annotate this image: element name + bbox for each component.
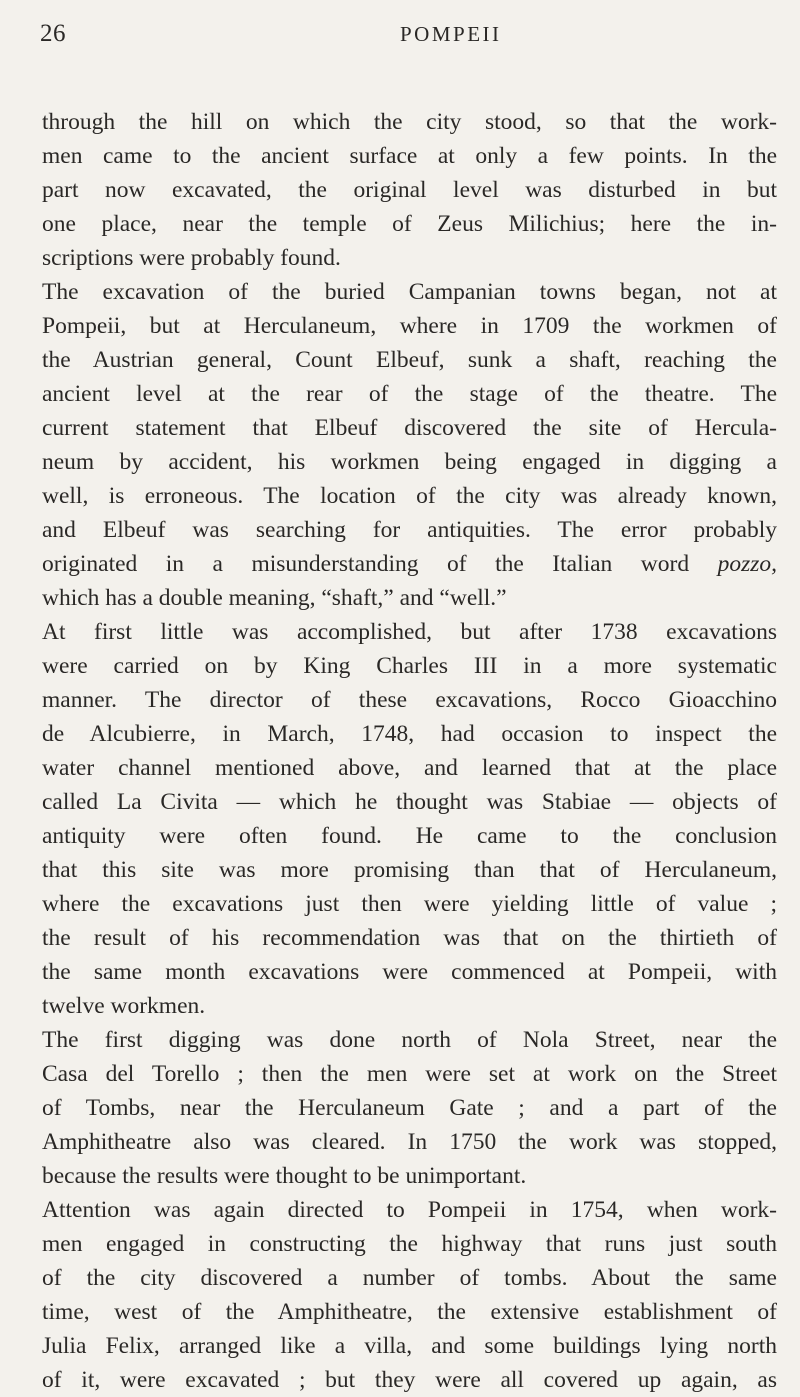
text-line-content: men came to the ancient surface at only a few points. In the [42,143,777,169]
text-line-content: the same month excavations were commenced at Pompeii, with [42,959,777,985]
text-line-content: The excavation of the buried Campanian towns began, not at [42,279,777,305]
text-line [42,615,777,649]
text-line-content: de Alcubierre, in March, 1748, had occasion to inspect the [42,721,777,747]
text-line-content: the result of his recommendation was that on the thirtieth of [42,925,777,951]
text-line [42,275,777,309]
text-line-content: called La Civita — which he thought was Stabiae — objects of [42,789,777,815]
text-line-content: current statement that Elbeuf discovered the site of Hercula- [42,415,777,441]
text-line-content: of Tombs, near the Herculaneum Gate ; and a part of the [42,1095,777,1121]
text-line-content: the Austrian general, Count Elbeuf, sunk a shaft, reaching the [42,347,777,373]
text-line [42,717,777,751]
text-line-content: At first little was accomplished, but after 1738 excavations [42,619,777,645]
text-line [42,1091,777,1125]
text-line-content: which has a double meaning, “shaft,” and “well.” [42,585,507,611]
text-line-content: well, is erroneous. The location of the city was already known, [42,483,777,509]
text-line [42,105,777,139]
running-head: POMPEII [400,22,502,46]
text-line [42,1261,777,1295]
text-line-content: Casa del Torello ; then the men were set at work on the Street [42,1061,777,1087]
text-line [42,479,777,513]
text-line-content: antiquity were often found. He came to the conclusion [42,823,777,849]
text-line [42,785,777,819]
text-line [42,819,777,853]
text-line [42,411,777,445]
text-line [42,955,777,989]
text-line-content: were carried on by King Charles III in a more systematic [42,653,777,679]
text-line-content: originated in a misunderstanding of the Italian word [42,551,690,577]
text-line [42,921,777,955]
text-line-content: through the hill on which the city stood, so that the work- [42,109,777,135]
text-line-content: one place, near the temple of Zeus Milichius; here the in- [42,211,777,237]
text-line [42,139,777,173]
text-line [42,1329,777,1363]
text-line [42,207,777,241]
text-line [42,581,777,615]
text-line [42,887,777,921]
text-line [42,683,777,717]
text-line [42,241,777,275]
text-line-content: part now excavated, the original level was disturbed in but [42,177,777,203]
text-line [42,1057,777,1091]
text-line-content: where the excavations just then were yielding little of value ; [42,891,777,917]
text-line [42,1159,777,1193]
text-line-content: neum by accident, his workmen being engaged in digging a [42,449,777,475]
text-line [42,751,777,785]
text-line [42,1193,777,1227]
text-line [42,173,777,207]
page-number: 26 [40,20,66,47]
text-line [42,989,777,1023]
body-text [42,105,777,1397]
text-line-content: Amphitheatre also was cleared. In 1750 the work was stopped, [42,1129,777,1155]
text-line-content: manner. The director of these excavations, Rocco Gioacchino [42,687,777,713]
text-line [42,1227,777,1261]
text-line [42,547,777,581]
text-line [42,445,777,479]
text-line [42,513,777,547]
text-line-content: time, west of the Amphitheatre, the extensive establishment of [42,1299,777,1325]
text-line-content: and Elbeuf was searching for antiquities. The error probably [42,517,777,543]
italic-word: pozzo, [717,551,778,577]
text-line [42,1295,777,1329]
text-line [42,1363,777,1397]
text-line-content: of the city discovered a number of tombs. About the same [42,1265,777,1291]
text-line-content: because the results were thought to be unimportant. [42,1163,527,1189]
text-line-content: men engaged in constructing the highway that runs just south [42,1231,777,1257]
text-line [42,853,777,887]
text-line [42,1023,777,1057]
text-line-content: Julia Felix, arranged like a villa, and some buildings lying north [42,1333,777,1359]
text-line [42,377,777,411]
text-line-content: Pompeii, but at Herculaneum, where in 1709 the workmen of [42,313,777,339]
text-line-content: that this site was more promising than that of Herculaneum, [42,857,777,883]
text-line-content: ancient level at the rear of the stage of the theatre. The [42,381,777,407]
text-line-content: Attention was again directed to Pompeii in 1754, when work- [42,1197,777,1223]
text-line-content: scriptions were probably found. [42,245,341,271]
text-line [42,649,777,683]
text-line-content: The first digging was done north of Nola Street, near the [42,1027,777,1053]
text-line-content: water channel mentioned above, and learned that at the place [42,755,777,781]
text-line [42,343,777,377]
text-line-content: of it, were excavated ; but they were all covered up again, as [42,1367,777,1393]
text-line [42,1125,777,1159]
text-line [42,309,777,343]
text-line-content: twelve workmen. [42,993,206,1019]
